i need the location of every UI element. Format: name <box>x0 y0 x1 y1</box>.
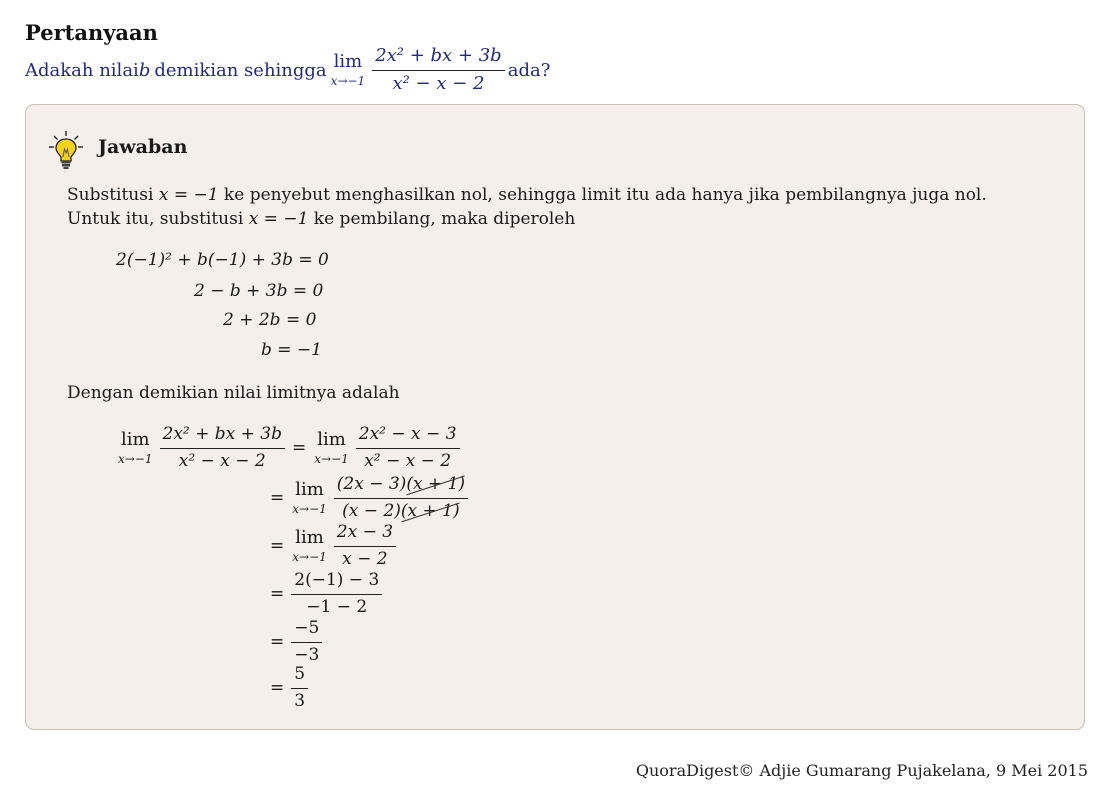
denominator <box>339 499 462 522</box>
denominator: −1 − 2 <box>306 596 368 617</box>
lim-1b <box>314 431 349 465</box>
page-title: Pertanyaan <box>25 20 158 45</box>
lim-sub: x→−1 <box>330 74 366 89</box>
fraction-5 <box>291 619 322 665</box>
fraction-1-lhs <box>160 425 286 471</box>
step-4: b = −1 <box>261 340 322 360</box>
numerator: 2x − 3 <box>334 523 396 547</box>
limit-line-4 <box>270 571 385 617</box>
equals-sign: = <box>270 488 285 509</box>
question-post: ada? <box>507 59 551 81</box>
question-fraction <box>372 46 505 94</box>
step-2: 2 − b + 3b = 0 <box>194 281 324 301</box>
para2-b: ke pembilang, maka diperoleh <box>308 209 576 229</box>
lim-word: lim <box>295 527 324 549</box>
fraction-4 <box>291 571 382 617</box>
footer-credit: QuoraDigest© Adjie Gumarang Pujakelana, 9 Mei 2015 <box>635 761 1088 780</box>
numerator: −5 <box>291 619 322 643</box>
question-limit <box>331 53 366 87</box>
para1-b: ke penyebut menghasilkan nol, sehingga limit itu ada hanya jika pembilangnya juga nol. <box>218 185 987 205</box>
para2-a: Untuk itu, substitusi <box>67 209 249 229</box>
denominator: x − 2 <box>342 548 388 569</box>
step-3: 2 + 2b = 0 <box>223 310 317 330</box>
denominator: 3 <box>294 690 306 711</box>
limit-line-5 <box>270 619 325 665</box>
equals-sign: = <box>270 536 285 557</box>
lim-word: lim <box>317 429 346 451</box>
question-denominator: x² − x − 2 <box>392 72 485 94</box>
cancelled-factor: (x + 1) <box>400 500 460 521</box>
factor: (x − 2) <box>342 500 401 521</box>
factor: (2x − 3) <box>336 474 407 494</box>
question-var-b: b <box>138 59 151 81</box>
step-1: 2(−1)² + b(−1) + 3b = 0 <box>116 250 329 270</box>
limit-line-3 <box>270 523 399 569</box>
para1-a: Substitusi <box>67 185 159 205</box>
denominator: −3 <box>294 644 320 665</box>
lim-word: lim <box>120 429 150 451</box>
cancelled-factor: (x + 1) <box>406 474 466 494</box>
numerator: 2x² + bx + 3b <box>160 425 286 449</box>
lim-sub: x→−1 <box>314 452 349 467</box>
lim-2 <box>292 481 327 515</box>
numerator <box>334 475 468 499</box>
para2-eq: x = −1 <box>248 209 309 229</box>
answer-box <box>25 104 1085 730</box>
question-text <box>25 46 550 94</box>
fraction-1-rhs <box>356 425 460 471</box>
question-mid: demikian sehingga <box>154 59 327 81</box>
lim-3 <box>292 529 327 563</box>
para1-eq: x = −1 <box>158 185 219 205</box>
equals-sign: = <box>270 584 285 605</box>
fraction-6 <box>291 665 308 711</box>
numerator: 2(−1) − 3 <box>291 571 382 595</box>
answer-title: Jawaban <box>98 136 188 158</box>
lim-word: lim <box>295 479 324 501</box>
equals-sign: = <box>270 632 285 653</box>
limit-line-2 <box>270 475 471 521</box>
denominator: x² − x − 2 <box>364 450 452 471</box>
fraction-2 <box>334 475 468 521</box>
equals-sign: = <box>270 678 285 699</box>
lim-sub: x→−1 <box>292 502 327 517</box>
question-numerator: 2x² + bx + 3b <box>372 46 505 71</box>
lim-sub: x→−1 <box>118 452 153 467</box>
lim-sub: x→−1 <box>292 550 327 565</box>
limit-line-6 <box>270 665 311 711</box>
denominator: x² − x − 2 <box>178 450 266 471</box>
equals-sign: = <box>292 438 307 459</box>
lim-1a <box>118 431 153 465</box>
question-pre: Adakah nilai <box>25 59 139 81</box>
lim-word: lim <box>333 51 363 73</box>
answer-paragraph-2 <box>67 209 575 229</box>
conclusion-text: Dengan demikian nilai limitnya adalah <box>67 383 400 403</box>
fraction-3 <box>334 523 396 569</box>
lightbulb-icon <box>48 130 84 170</box>
numerator: 5 <box>291 665 308 689</box>
numerator: 2x² − x − 3 <box>356 425 460 449</box>
answer-paragraph-1 <box>67 185 987 205</box>
limit-line-1 <box>114 425 463 471</box>
